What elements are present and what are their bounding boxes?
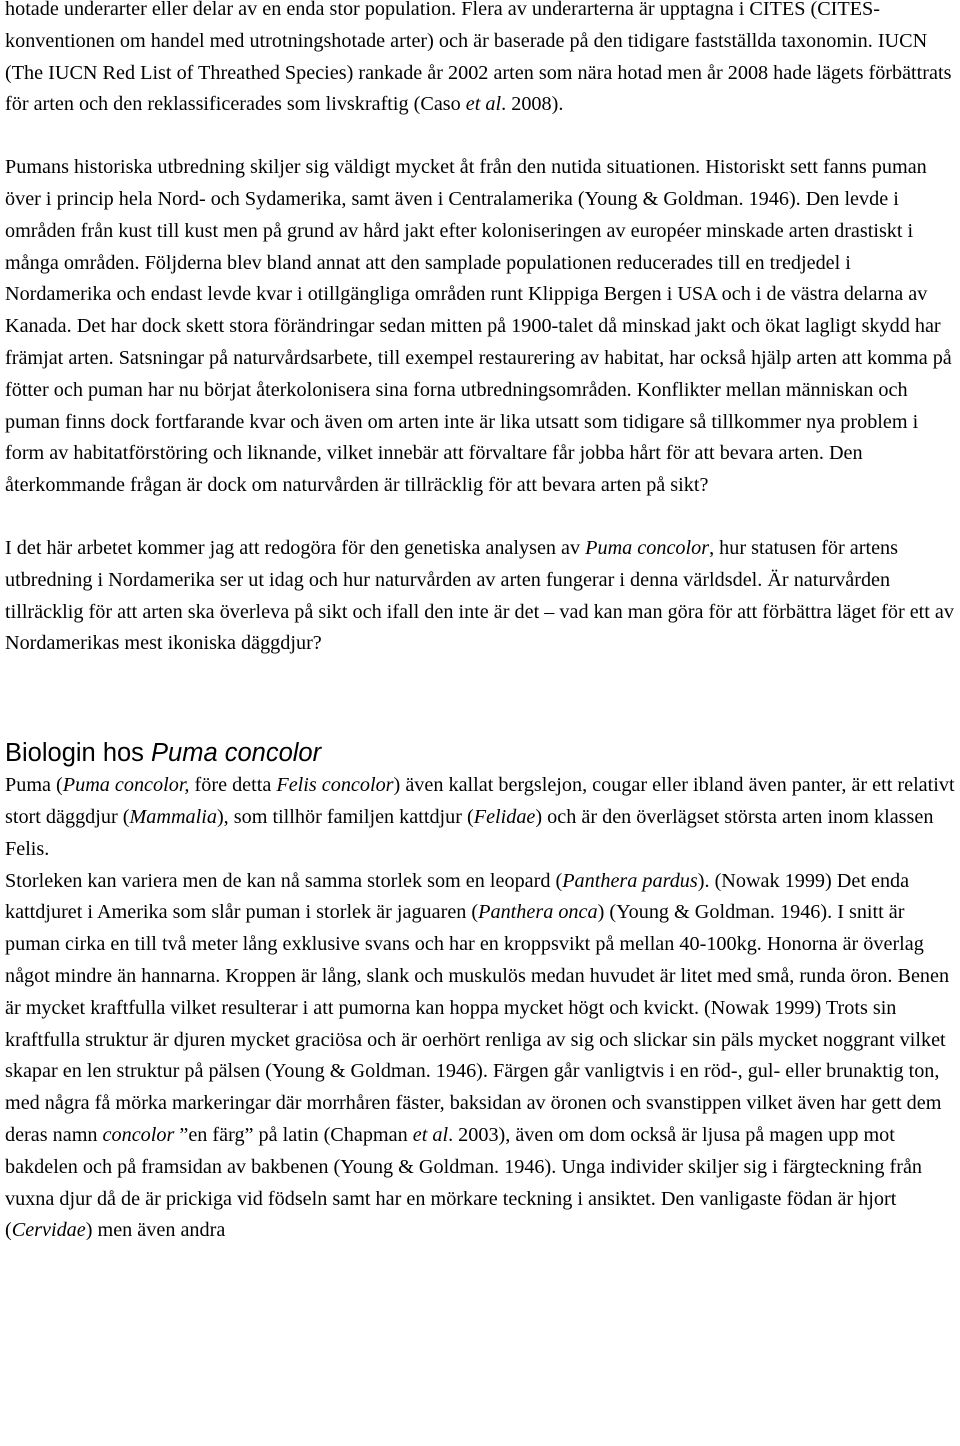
text-span: I det här arbetet kommer jag att redogöra för den genetiska analysen av [5,536,586,559]
italic-text: et al [465,93,502,116]
italic-text: Cervidae [11,1219,86,1242]
text-span: ”en färg” på latin (Chapman [174,1123,413,1146]
italic-text: Felidae [473,805,536,828]
italic-text: Mammalia [129,805,217,828]
text-span: ). (Nowak 1999) Det enda kattdjuret i Amerika som slår puman i storlek är jaguaren ( [5,869,910,924]
heading-text: Biologin hos [5,739,152,768]
italic-text: Felis concolor [276,774,394,797]
paragraph-historical-distribution: Pumans historiska utbredning skiljer sig väldigt mycket åt från den nutida situationen. Historiskt sett fanns puman över i princip hela Nord- och Sydamerika, samt även i Centralamerika (Young & Goldman. 1946). Den levde i områden från kust till kust men på grund av hård jakt efter koloniseringen av européer minskade arten drastiskt i många områden. Följderna blev bland annat att den samplade populationen reducerades till en tredjedel i Nordamerika och endast levde kvar i otillgängliga områden runt Klippiga Bergen i USA och i de västra delarna av Kanada. Det har dock skett stora förändringar sedan mitten på 1900-talet då minskad jakt och ökat lagligt skydd har främjat arten. Satsningar på naturvårdsarbete, till exempel restaurering av habitat, har också hjälp arten att komma på fötter och puman har nu börjat återkolonisera sina forna utbredningsområden. Konflikter mellan människan och puman finns dock fortfarande kvar och även om arten inte är lika utsatt som tidigare så tillkommer nya problem i form av habitatförstöring och liknande, vilket innebär att förvaltare får jobba hårt för att bevara arten. Den återkommande frågan är dock om naturvården är tillräcklig för att bevara arten på sikt? [5,156,952,497]
text-span: ) även kallat bergslejon, cougar eller ibland även panter, är ett relativt stort däggdjur ( [5,774,955,828]
paragraph-spacer [5,121,957,152]
italic-text: concolor [102,1123,175,1146]
italic-text: et al [412,1123,449,1146]
paragraph-spacer [5,502,957,533]
italic-text: Puma concolor [585,536,710,559]
text-span: ) och är den överlägset största arten inom klassen Felis. [5,805,934,860]
text-span: . 2003), även om dom också är ljusa på magen upp mot bakdelen och på framsidan av bakbenen (Young & Goldman. 1946). Unga individer skiljer sig i färgteckning från vuxna djur då de är prickiga vid födseln samt har en mörkare teckning i ansiktet. Den vanligaste födan är hjort ( [5,1123,923,1242]
italic-text: Panthera onca [478,901,598,924]
heading-species: Puma concolor [151,739,322,768]
text-span: , hur statusen för artens utbredning i Nordamerika ser ut idag och hur naturvården av arten fungerar i denna världsdel. Är naturvården tillräcklig för att arten ska överleva på sikt och ifall den inte är det – vad kan man göra för att förbättra läget för ett av Nordamerikas mest ikoniska däggdjur? [5,536,954,655]
paragraph-thesis-aim [5,533,957,660]
paragraph-puma-intro [5,770,957,865]
italic-text: Puma concolor, [62,774,190,797]
text-span: ) (Young & Goldman. 1946). I snitt är puman cirka en till två meter lång exklusive svans och har en kroppsvikt på mellan 40-100kg. Honorna är överlag något mindre än hannarna. Kroppen är lång, slank och muskulös medan huvudet är litet med små, runda öron. Benen är mycket kraftfulla vilket resulterar i att pumorna kan hoppa mycket högt och kvickt. (Nowak 1999) Trots sin kraftfulla struktur är djuren mycket graciösa och är oerhört renliga av sig och slickar sin päls mycket noggrant vilket skapar en len struktur på pälsen (Young & Goldman. 1946). Färgen går vanligtvis i en röd-, gul- eller brunaktig ton, med några få mörka markeringar där morrhåren fäster, baksidan av öronen och svanstippen vilket även har gett dem deras namn [5,901,950,1146]
section-spacer [5,660,957,736]
paragraph-puma-size-appearance [5,866,957,1248]
text-span: hotade underarter eller delar av en enda stor population. Flera av underarterna är upptagna i CITES (CITES-konventionen om handel med utrotningshotade arter) och är baserade på den tidigare fastställda taxonomin. IUCN (The IUCN Red List of Threathed Species) rankade år 2002 arten som nära hotad men år 2008 hade lägets förbättrats för arten och den reklassificerades som livskraftig (Caso [5,0,952,116]
section-heading [5,736,957,770]
text-span: före detta [189,774,277,797]
text-span: . 2008). [501,93,564,116]
text-span: Storleken kan variera men de kan nå samma storlek som en leopard ( [5,869,563,892]
document-page [5,0,957,1247]
italic-text: Panthera pardus [562,869,698,892]
text-span: ) men även andra [85,1219,226,1242]
text-span: Puma ( [5,774,63,797]
paragraph-iucn-status [5,0,957,121]
text-span: ), som tillhör familjen kattdjur ( [216,805,474,828]
